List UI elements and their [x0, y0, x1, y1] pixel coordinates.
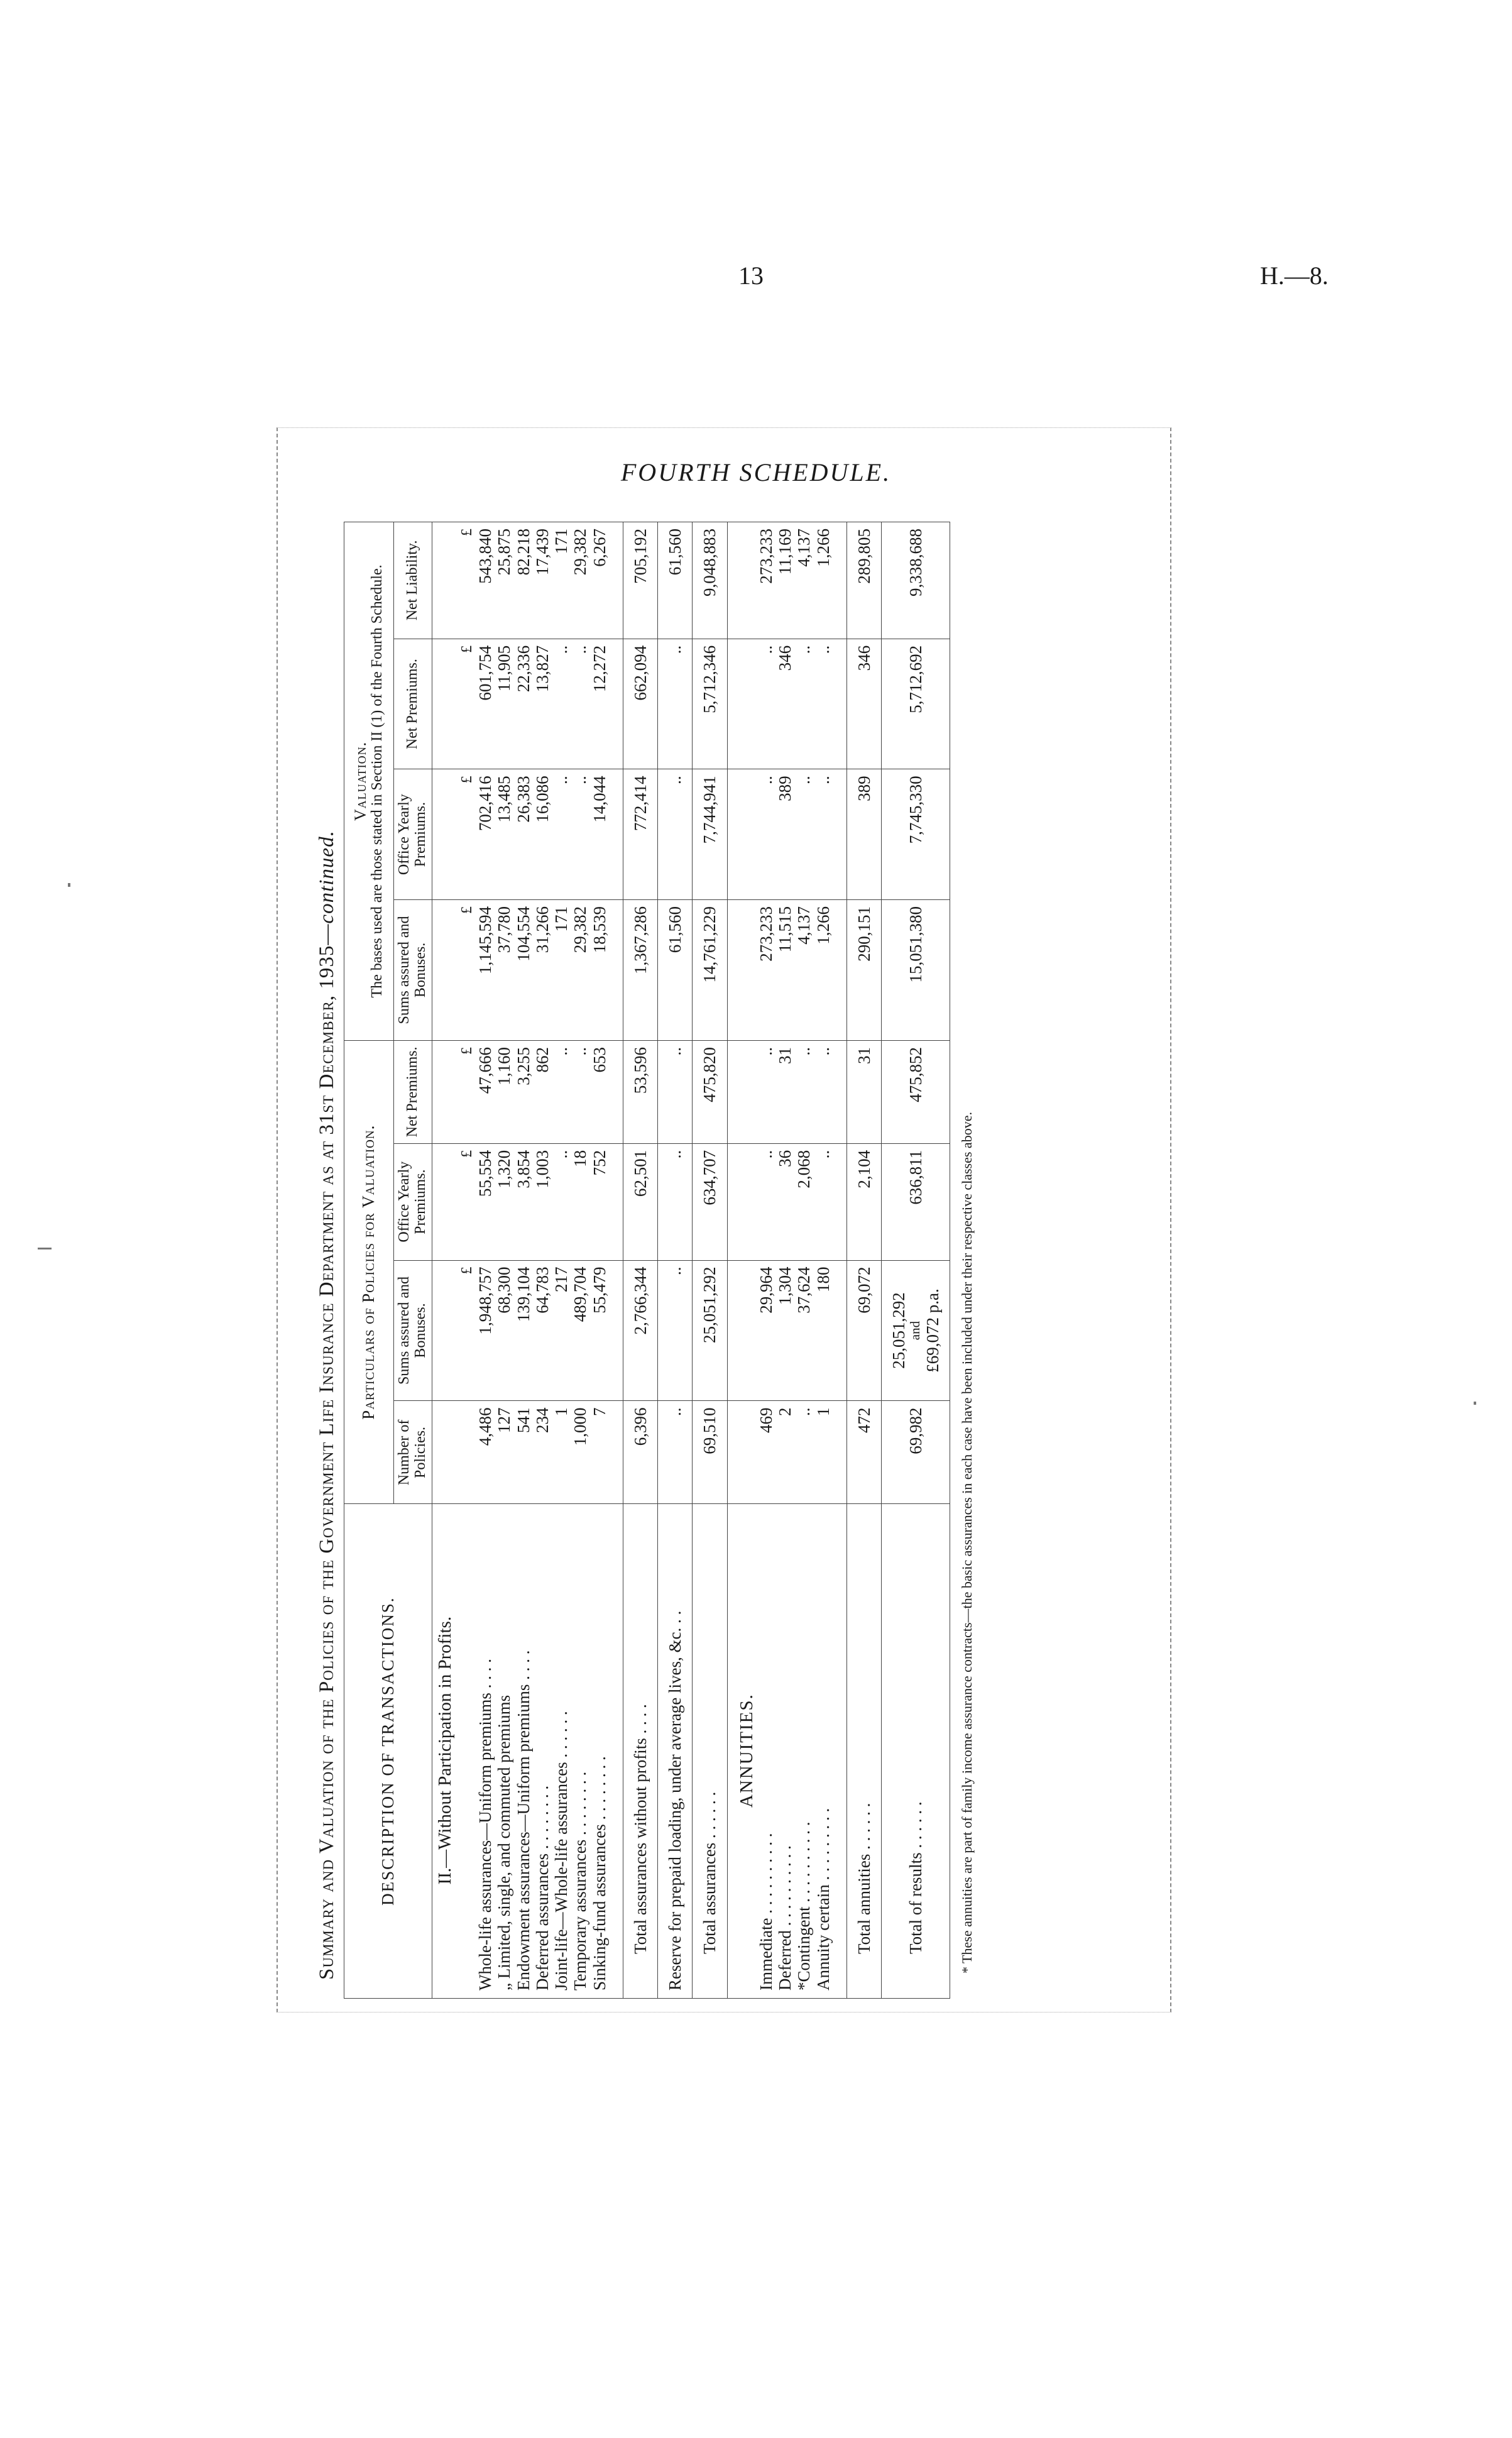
cell-val-net-premiums: 22,336 [514, 639, 533, 769]
cell-office-yearly: 752 [590, 1143, 609, 1260]
cell-sums-assured: 25,051,292 [693, 1260, 727, 1401]
cell-sums-assured: 68,300 [495, 1260, 513, 1401]
cell-val-net-premiums: .. [658, 639, 693, 769]
currency-symbol: £ [455, 899, 476, 1040]
row-description: Endowment assurances—Uniform premiums . . . . [514, 1504, 533, 1999]
cell-office-yearly: 1,320 [495, 1143, 513, 1260]
row-description: Temporary assurances . . . . . . . . [571, 1504, 589, 1999]
cell-office-yearly: 2,104 [846, 1143, 881, 1260]
table-row [794, 522, 813, 1999]
cell-net-premiums: 475,820 [693, 1040, 727, 1143]
cell-net-liability: 171 [552, 522, 571, 639]
cell-val-sums-assured: 18,539 [590, 899, 609, 1040]
header-valuation-basis: The bases used are those stated in Section II (1) of the Fourth Schedule. [369, 564, 386, 998]
cell-net-premiums: 862 [533, 1040, 552, 1143]
row-description: Total assurances without profits . . . . [623, 1504, 657, 1999]
section-row [432, 522, 455, 1999]
cell-office-yearly: 1,003 [533, 1143, 552, 1260]
margin-mark [38, 1248, 52, 1249]
cell-net-premiums: 653 [590, 1040, 609, 1143]
cell-sums-assured: 69,072 [846, 1260, 881, 1401]
cell-net-liability: 289,805 [846, 522, 881, 639]
cell-val-office-yearly: 389 [846, 769, 881, 900]
cell-office-yearly: 634,707 [693, 1143, 727, 1260]
cell-net-premiums: .. [552, 1040, 571, 1143]
row-description: „ Limited, single, and commuted premiums [495, 1504, 513, 1999]
cell-office-yearly: 636,811 [882, 1143, 950, 1260]
cell-val-net-premiums: 12,272 [590, 639, 609, 769]
cell-policies: 4,486 [476, 1401, 495, 1504]
sums-assured-line-1: 25,051,292 [889, 1292, 909, 1369]
cell-val-office-yearly: 16,086 [533, 769, 552, 900]
row-description: Annuity certain . . . . . . . . . [814, 1504, 833, 1999]
cell-net-liability: 29,382 [571, 522, 589, 639]
cell-office-yearly: 62,501 [623, 1143, 657, 1260]
cell-val-sums-assured: 4,137 [794, 899, 813, 1040]
table-row [476, 522, 495, 1999]
sums-assured-line-2: and [907, 1321, 923, 1341]
cell-val-office-yearly: .. [571, 769, 589, 900]
cell-policies: 472 [846, 1401, 881, 1504]
cell-policies: .. [794, 1401, 813, 1504]
cell-net-premiums: .. [658, 1040, 693, 1143]
currency-row [455, 522, 476, 1999]
cell-policies: 2 [775, 1401, 794, 1504]
cell-net-liability: 9,338,688 [882, 522, 950, 639]
cell-val-sums-assured: 61,560 [658, 899, 693, 1040]
cell-val-sums-assured: 1,266 [814, 899, 833, 1040]
title-main: Summary and Valuation of the Policies of the Government Life Insurance Department as at 31st December, 1935— [315, 923, 338, 1980]
cell-val-sums-assured: 171 [552, 899, 571, 1040]
section-title-annuities: ANNUITIES. [727, 1504, 757, 1999]
cell-net-premiums: .. [571, 1040, 589, 1143]
cell-val-net-premiums: .. [571, 639, 589, 769]
cell-val-net-premiums: 662,094 [623, 639, 657, 769]
row-description: *Contingent . . . . . . . . . . [794, 1504, 813, 1999]
header-val-sums-assured: Sums assured and Bonuses. [394, 899, 432, 1040]
cell-val-net-premiums: 5,712,692 [882, 639, 950, 769]
cell-net-liability: 11,169 [775, 522, 794, 639]
total-without-profits-row [623, 522, 657, 1999]
row-description: Joint-life—Whole-life assurances . . . . . . [552, 1504, 571, 1999]
cell-val-net-premiums: .. [552, 639, 571, 769]
cell-net-premiums: 47,666 [476, 1040, 495, 1143]
cell-sums-assured: 64,783 [533, 1260, 552, 1401]
cell-sums-assured: 217 [552, 1260, 571, 1401]
row-description: Total of results . . . . . . [882, 1504, 950, 1999]
cell-net-premiums: 1,160 [495, 1040, 513, 1143]
cell-net-liability: 273,233 [757, 522, 775, 639]
page-number: 13 [738, 261, 764, 290]
cell-office-yearly: 55,554 [476, 1143, 495, 1260]
header-valuation-group [344, 522, 394, 1041]
cell-val-sums-assured: 290,151 [846, 899, 881, 1040]
cell-net-liability: 61,560 [658, 522, 693, 639]
table-row [757, 522, 775, 1999]
spacer-row [609, 522, 623, 1999]
cell-net-premiums: .. [814, 1040, 833, 1143]
cell-office-yearly: 36 [775, 1143, 794, 1260]
cell-net-premiums: 475,852 [882, 1040, 950, 1143]
cell-net-liability: 705,192 [623, 522, 657, 639]
cell-office-yearly: 3,854 [514, 1143, 533, 1260]
table-row [514, 522, 533, 1999]
total-of-results-row [882, 522, 950, 1999]
cell-net-liability: 543,840 [476, 522, 495, 639]
cell-val-sums-assured: 29,382 [571, 899, 589, 1040]
cell-val-office-yearly: 702,416 [476, 769, 495, 900]
header-val-office-yearly: Office Yearly Premiums. [394, 769, 432, 900]
section-row [727, 522, 757, 1999]
cell-val-net-premiums: .. [814, 639, 833, 769]
cell-val-net-premiums: 11,905 [495, 639, 513, 769]
row-description: Deferred assurances . . . . . . . . [533, 1504, 552, 1999]
cell-office-yearly: .. [552, 1143, 571, 1260]
cell-net-premiums: .. [794, 1040, 813, 1143]
cell-sums-assured: 1,948,757 [476, 1260, 495, 1401]
cell-policies: 127 [495, 1401, 513, 1504]
cell-val-sums-assured: 1,367,286 [623, 899, 657, 1040]
row-description: Total annuities . . . . . . [846, 1504, 881, 1999]
cell-net-premiums: .. [757, 1040, 775, 1143]
table-row [495, 522, 513, 1999]
margin-mark [68, 883, 70, 887]
cell-sums-assured [882, 1260, 950, 1401]
currency-symbol: £ [455, 522, 476, 639]
cell-net-liability: 82,218 [514, 522, 533, 639]
cell-val-net-premiums: 346 [775, 639, 794, 769]
table-title [315, 503, 339, 1980]
cell-val-sums-assured: 14,761,229 [693, 899, 727, 1040]
cell-sums-assured: 1,304 [775, 1260, 794, 1401]
cell-net-liability: 6,267 [590, 522, 609, 639]
row-description: Sinking-fund assurances . . . . . . . . [590, 1504, 609, 1999]
cell-val-office-yearly: 26,383 [514, 769, 533, 900]
cell-val-net-premiums: 13,827 [533, 639, 552, 769]
cell-policies: 1 [814, 1401, 833, 1504]
header-valuation-label: Valuation. [351, 741, 370, 821]
section-title-without-profits: II.—Without Participation in Profits. [432, 1504, 455, 1999]
row-description: Deferred . . . . . . . . . . [775, 1504, 794, 1999]
header-sums-assured: Sums assured and Bonuses. [394, 1260, 432, 1401]
cell-val-net-premiums: 601,754 [476, 639, 495, 769]
cell-net-liability: 25,875 [495, 522, 513, 639]
cell-val-net-premiums: 5,712,346 [693, 639, 727, 769]
cell-policies: 69,510 [693, 1401, 727, 1504]
cell-policies: 469 [757, 1401, 775, 1504]
cell-office-yearly: 2,068 [794, 1143, 813, 1260]
cell-net-premiums: 31 [846, 1040, 881, 1143]
header-office-yearly: Office Yearly Premiums. [394, 1143, 432, 1260]
title-continued: continued. [315, 830, 338, 924]
cell-policies: 6,396 [623, 1401, 657, 1504]
cell-val-office-yearly: .. [757, 769, 775, 900]
currency-symbol: £ [455, 1040, 476, 1143]
header-val-net-premiums: Net Premiums. [394, 639, 432, 769]
cell-policies: 1 [552, 1401, 571, 1504]
cell-val-sums-assured: 31,266 [533, 899, 552, 1040]
summary-valuation-table [344, 522, 950, 1999]
cell-sums-assured: 139,104 [514, 1260, 533, 1401]
cell-val-sums-assured: 15,051,380 [882, 899, 950, 1040]
spacer-row [833, 522, 847, 1999]
cell-policies: 7 [590, 1401, 609, 1504]
cell-net-liability: 1,266 [814, 522, 833, 639]
cell-office-yearly: .. [757, 1143, 775, 1260]
cell-net-premiums: 31 [775, 1040, 794, 1143]
cell-val-office-yearly: .. [658, 769, 693, 900]
cell-val-net-premiums: .. [794, 639, 813, 769]
cell-val-sums-assured: 37,780 [495, 899, 513, 1040]
row-description: Immediate . . . . . . . . . . [757, 1504, 775, 1999]
header-particulars-group: Particulars of Policies for Valuation. [344, 1040, 394, 1503]
cell-policies: 541 [514, 1401, 533, 1504]
reserve-row [658, 522, 693, 1999]
cell-sums-assured: 55,479 [590, 1260, 609, 1401]
header-net-liability: Net Liability. [394, 522, 432, 639]
cell-sums-assured: 2,766,344 [623, 1260, 657, 1401]
cell-policies: 234 [533, 1401, 552, 1504]
table-row [571, 522, 589, 1999]
cell-net-liability: 17,439 [533, 522, 552, 639]
cell-val-office-yearly: .. [794, 769, 813, 900]
cell-policies: 69,982 [882, 1401, 950, 1504]
footnote: * These annuities are part of family income assurance contracts—the basic assurances in each case have been included under their respective classes above. [959, 1112, 975, 1974]
cell-net-liability: 4,137 [794, 522, 813, 639]
cell-sums-assured: 29,964 [757, 1260, 775, 1401]
cell-val-office-yearly: 7,745,330 [882, 769, 950, 900]
cell-val-office-yearly: 772,414 [623, 769, 657, 900]
cell-office-yearly: .. [814, 1143, 833, 1260]
row-description: Total assurances . . . . . . [693, 1504, 727, 1999]
rotated-table-block [315, 503, 1158, 1999]
currency-symbol: £ [455, 769, 476, 900]
margin-mark [1474, 1402, 1476, 1405]
table-row [533, 522, 552, 1999]
cell-val-sums-assured: 273,233 [757, 899, 775, 1040]
row-description: Reserve for prepaid loading, under average lives, &c. . . [658, 1504, 693, 1999]
currency-symbol: £ [455, 639, 476, 769]
cell-net-premiums: 53,596 [623, 1040, 657, 1143]
cell-val-sums-assured: 104,554 [514, 899, 533, 1040]
cell-val-net-premiums: .. [757, 639, 775, 769]
cell-val-office-yearly: .. [552, 769, 571, 900]
cell-net-liability: 9,048,883 [693, 522, 727, 639]
currency-symbol: £ [455, 1260, 476, 1401]
cell-val-office-yearly: 13,485 [495, 769, 513, 900]
cell-val-net-premiums: 346 [846, 639, 881, 769]
header-net-premiums: Net Premiums. [394, 1040, 432, 1143]
table-row [552, 522, 571, 1999]
cell-val-office-yearly: .. [814, 769, 833, 900]
cell-val-sums-assured: 11,515 [775, 899, 794, 1040]
sums-assured-line-3: £69,072 p.a. [923, 1288, 942, 1373]
row-description: Whole-life assurances—Uniform premiums . . . . [476, 1504, 495, 1999]
document-reference: H.—8. [1260, 261, 1328, 290]
total-annuities-row [846, 522, 881, 1999]
cell-sums-assured: .. [658, 1260, 693, 1401]
header-number-of-policies: Number of Policies. [394, 1401, 432, 1504]
cell-val-office-yearly: 389 [775, 769, 794, 900]
table-row [590, 522, 609, 1999]
table-row [775, 522, 794, 1999]
cell-net-premiums: 3,255 [514, 1040, 533, 1143]
currency-symbol: £ [455, 1143, 476, 1260]
cell-val-office-yearly: 14,044 [590, 769, 609, 900]
header-description: DESCRIPTION OF TRANSACTIONS. [344, 1504, 432, 1999]
table-row [814, 522, 833, 1999]
cell-val-sums-assured: 1,145,594 [476, 899, 495, 1040]
cell-policies: 1,000 [571, 1401, 589, 1504]
cell-val-office-yearly: 7,744,941 [693, 769, 727, 900]
cell-office-yearly: 18 [571, 1143, 589, 1260]
cell-office-yearly: .. [658, 1143, 693, 1260]
cell-sums-assured: 180 [814, 1260, 833, 1401]
schedule-label: FOURTH SCHEDULE. [620, 458, 892, 486]
cell-sums-assured: 489,704 [571, 1260, 589, 1401]
cell-sums-assured: 37,624 [794, 1260, 813, 1401]
total-assurances-row [693, 522, 727, 1999]
cell-policies: .. [658, 1401, 693, 1504]
